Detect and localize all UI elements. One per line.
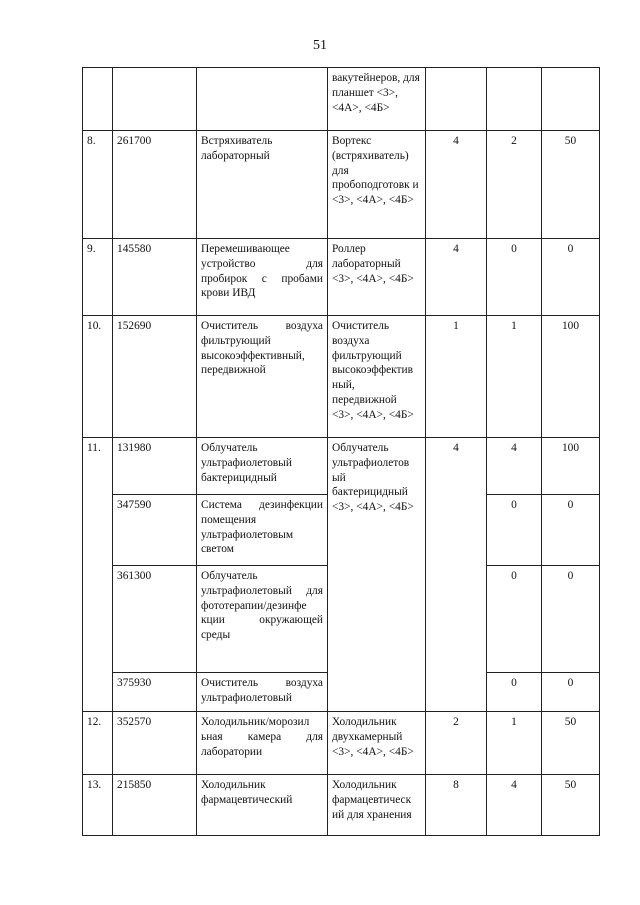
type-cell: Очиститель воздуха фильтрующий высокоэффектив ный, передвижной <3>, <4А>, <4Б> — [328, 316, 426, 438]
type-cell: Холодильник фармацевтическ ий для хранения — [328, 775, 426, 836]
page-number: 51 — [313, 38, 327, 53]
name-cell: Холодильник фармацевтический — [197, 775, 328, 836]
code-cell: 261700 — [113, 131, 197, 239]
name-cell — [197, 68, 328, 131]
code-cell: 131980 — [113, 438, 197, 495]
qty-cell: 2 — [426, 712, 487, 775]
type-cell: Облучатель ультрафиолетов ый бактерицидный <3>, <4А>, <4Б> — [328, 438, 426, 712]
qty-cell: 2 — [487, 131, 542, 239]
row-number-cell: 10. — [83, 316, 113, 438]
code-cell: 361300 — [113, 566, 197, 673]
type-cell: Вортекс (встряхиватель) для пробоподготовк и <3>, <4А>, <4Б> — [328, 131, 426, 239]
table-row — [83, 131, 600, 239]
code-cell — [113, 68, 197, 131]
qty-cell: 50 — [542, 775, 600, 836]
qty-cell: 100 — [542, 438, 600, 495]
type-cell: Роллер лабораторный <3>, <4А>, <4Б> — [328, 239, 426, 316]
code-cell: 145580 — [113, 239, 197, 316]
qty-cell: 4 — [426, 131, 487, 239]
row-number-cell — [83, 68, 113, 131]
qty-cell: 1 — [487, 316, 542, 438]
qty-cell: 100 — [542, 316, 600, 438]
equipment-table — [82, 67, 600, 836]
qty-cell: 50 — [542, 712, 600, 775]
qty-cell: 4 — [487, 775, 542, 836]
code-cell: 352570 — [113, 712, 197, 775]
name-cell: Очиститель воздуха ультрафиолетовый — [197, 673, 328, 712]
qty-cell: 0 — [542, 566, 600, 673]
code-cell: 215850 — [113, 775, 197, 836]
row-number-cell: 8. — [83, 131, 113, 239]
qty-cell: 0 — [542, 239, 600, 316]
name-cell: Система дезинфекции помещения ультрафиолетовым светом — [197, 495, 328, 566]
name-cell: Облучатель ультрафиолетовый для фототерапии/дезинфе кции окружающей среды — [197, 566, 328, 673]
name-cell: Перемешивающее устройство для пробирок с пробами крови ИВД — [197, 239, 328, 316]
qty-cell — [542, 68, 600, 131]
table-row — [83, 775, 600, 836]
name-cell: Встряхиватель лабораторный — [197, 131, 328, 239]
row-number-cell: 9. — [83, 239, 113, 316]
qty-cell: 0 — [487, 566, 542, 673]
qty-cell: 1 — [487, 712, 542, 775]
qty-cell — [487, 68, 542, 131]
qty-cell: 4 — [487, 438, 542, 495]
row-number-cell: 11. — [83, 438, 113, 712]
type-cell: вакутейнеров, для планшет <3>, <4А>, <4Б> — [328, 68, 426, 131]
qty-cell: 4 — [426, 239, 487, 316]
code-cell: 347590 — [113, 495, 197, 566]
table-row — [83, 239, 600, 316]
name-cell: Облучатель ультрафиолетовый бактерицидный — [197, 438, 328, 495]
qty-cell: 0 — [487, 495, 542, 566]
qty-cell — [426, 68, 487, 131]
name-cell: Очиститель воздуха фильтрующий высокоэффективный, передвижной — [197, 316, 328, 438]
table-row — [83, 316, 600, 438]
qty-cell: 8 — [426, 775, 487, 836]
qty-cell: 0 — [487, 673, 542, 712]
table-row — [83, 712, 600, 775]
qty-cell: 4 — [426, 438, 487, 712]
name-cell: Холодильник/морозил ьная камера для лаборатории — [197, 712, 328, 775]
table-row — [83, 68, 600, 131]
qty-cell: 50 — [542, 131, 600, 239]
code-cell: 375930 — [113, 673, 197, 712]
qty-cell: 0 — [542, 673, 600, 712]
qty-cell: 0 — [487, 239, 542, 316]
table-row — [83, 438, 600, 495]
code-cell: 152690 — [113, 316, 197, 438]
type-cell: Холодильник двухкамерный <3>, <4А>, <4Б> — [328, 712, 426, 775]
qty-cell: 1 — [426, 316, 487, 438]
row-number-cell: 12. — [83, 712, 113, 775]
qty-cell: 0 — [542, 495, 600, 566]
row-number-cell: 13. — [83, 775, 113, 836]
